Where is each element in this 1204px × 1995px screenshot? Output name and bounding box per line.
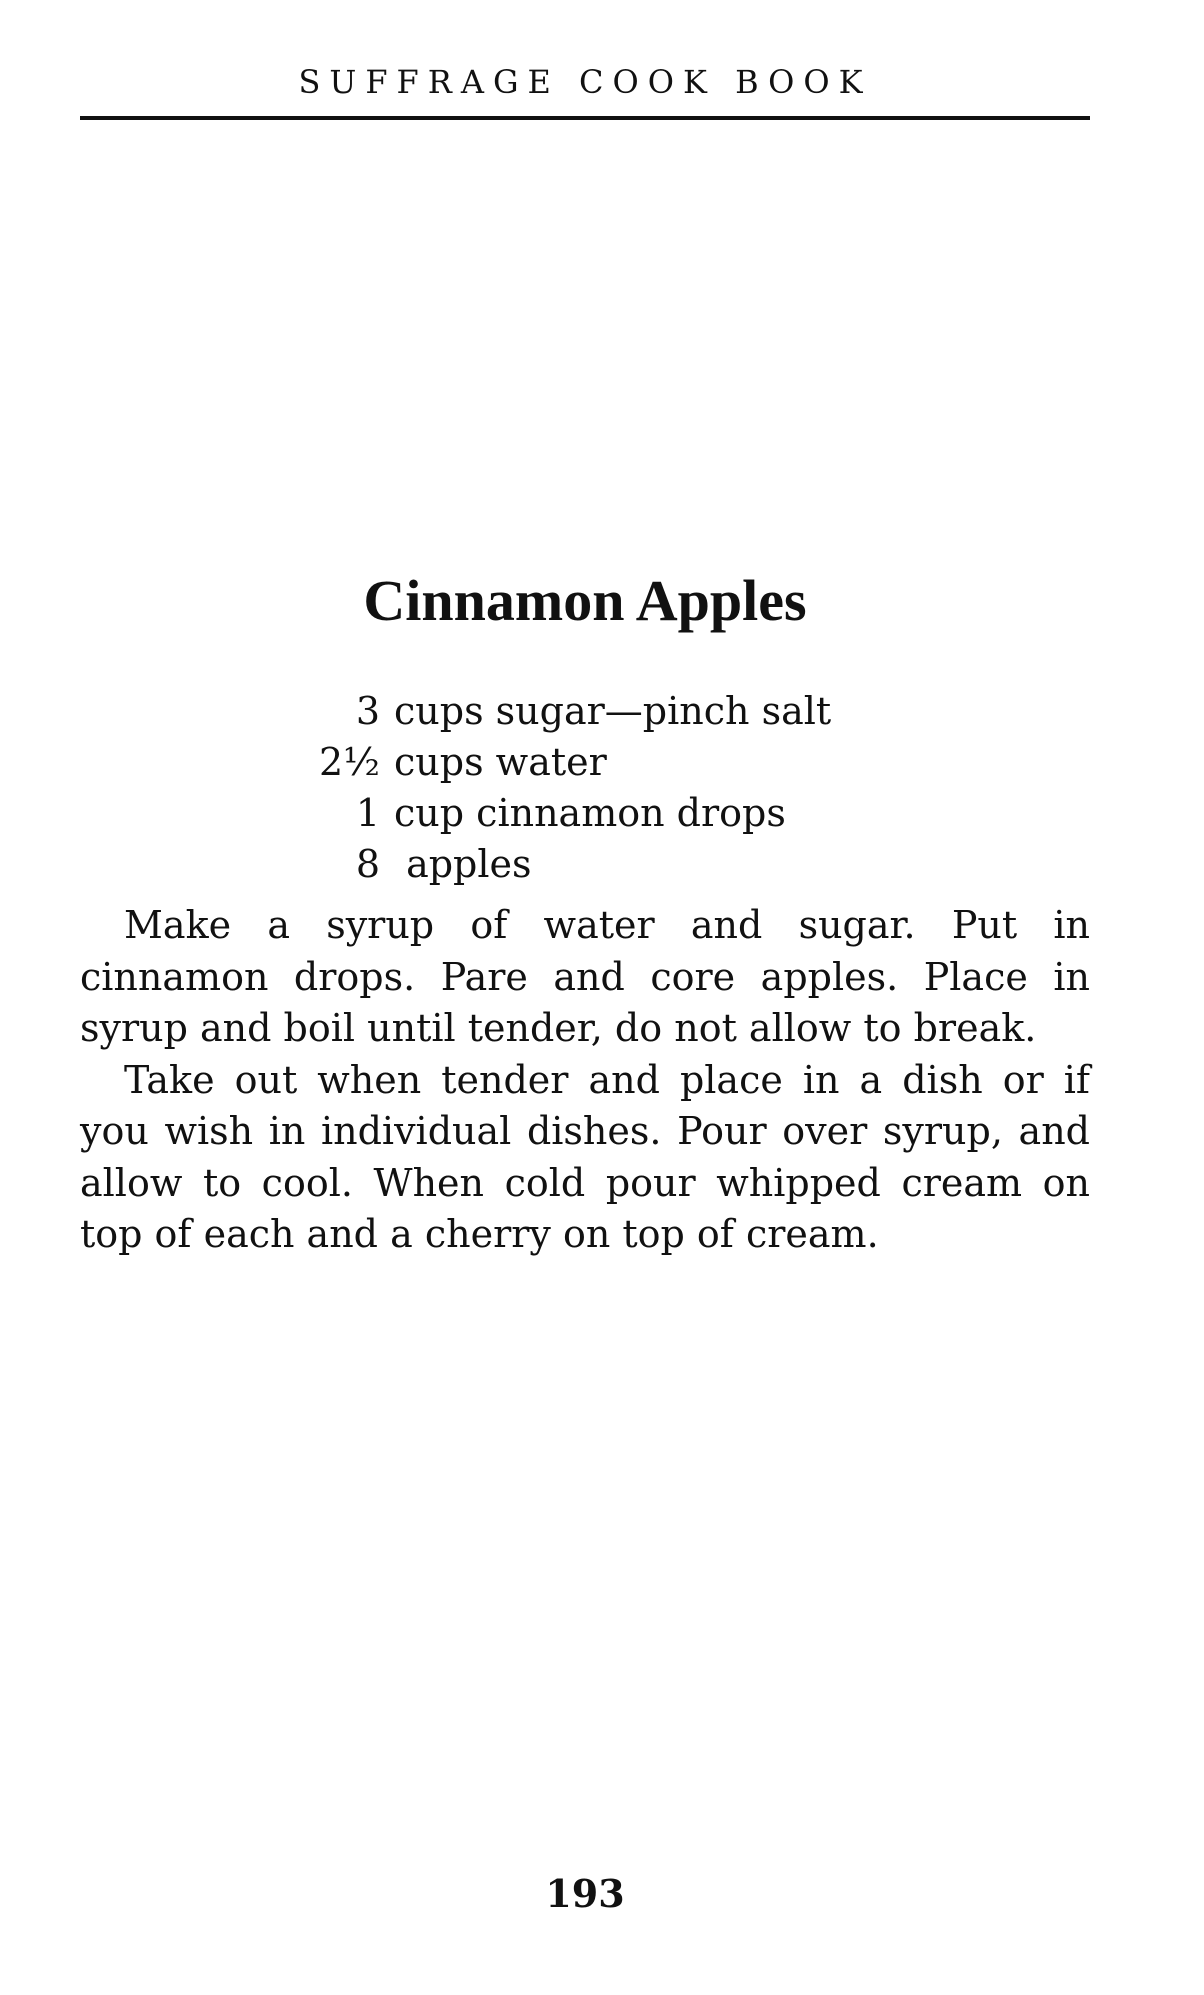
recipe-directions: [80, 900, 1090, 1261]
recipe-title: Cinnamon Apples: [363, 568, 807, 633]
direction-paragraph: Take out when tender and place in a dish or if you wish in individual dishes. Pour over syrup, and allow to cool. When cold pour whipped cream on top of each and a cherry on top of cream.: [80, 1057, 1090, 1256]
ingredient-name: cups sugar—pinch salt: [394, 689, 832, 733]
running-head: SUFFRAGE COOK BOOK: [298, 63, 872, 101]
ingredient-name: cup cinnamon drops: [394, 791, 786, 835]
ingredient-row: [290, 686, 831, 737]
ingredient-row: [290, 737, 831, 788]
ingredient-row: [290, 788, 831, 839]
ingredient-list: [290, 686, 831, 890]
ingredient-row: [290, 839, 831, 890]
ingredient-name: cups water: [394, 740, 607, 784]
ingredient-quantity: 2½: [318, 740, 380, 784]
page-number: 193: [545, 1871, 625, 1916]
direction-paragraph: Make a syrup of water and sugar. Put in cinnamon drops. Pare and core apples. Place in syrup and boil until tender, do not allow to break.: [80, 903, 1090, 1050]
ingredient-quantity: 8: [355, 842, 380, 886]
ingredient-name: apples: [394, 842, 532, 886]
header-rule: [80, 116, 1090, 120]
ingredient-quantity: 1: [355, 791, 380, 835]
ingredient-quantity: 3: [355, 689, 380, 733]
